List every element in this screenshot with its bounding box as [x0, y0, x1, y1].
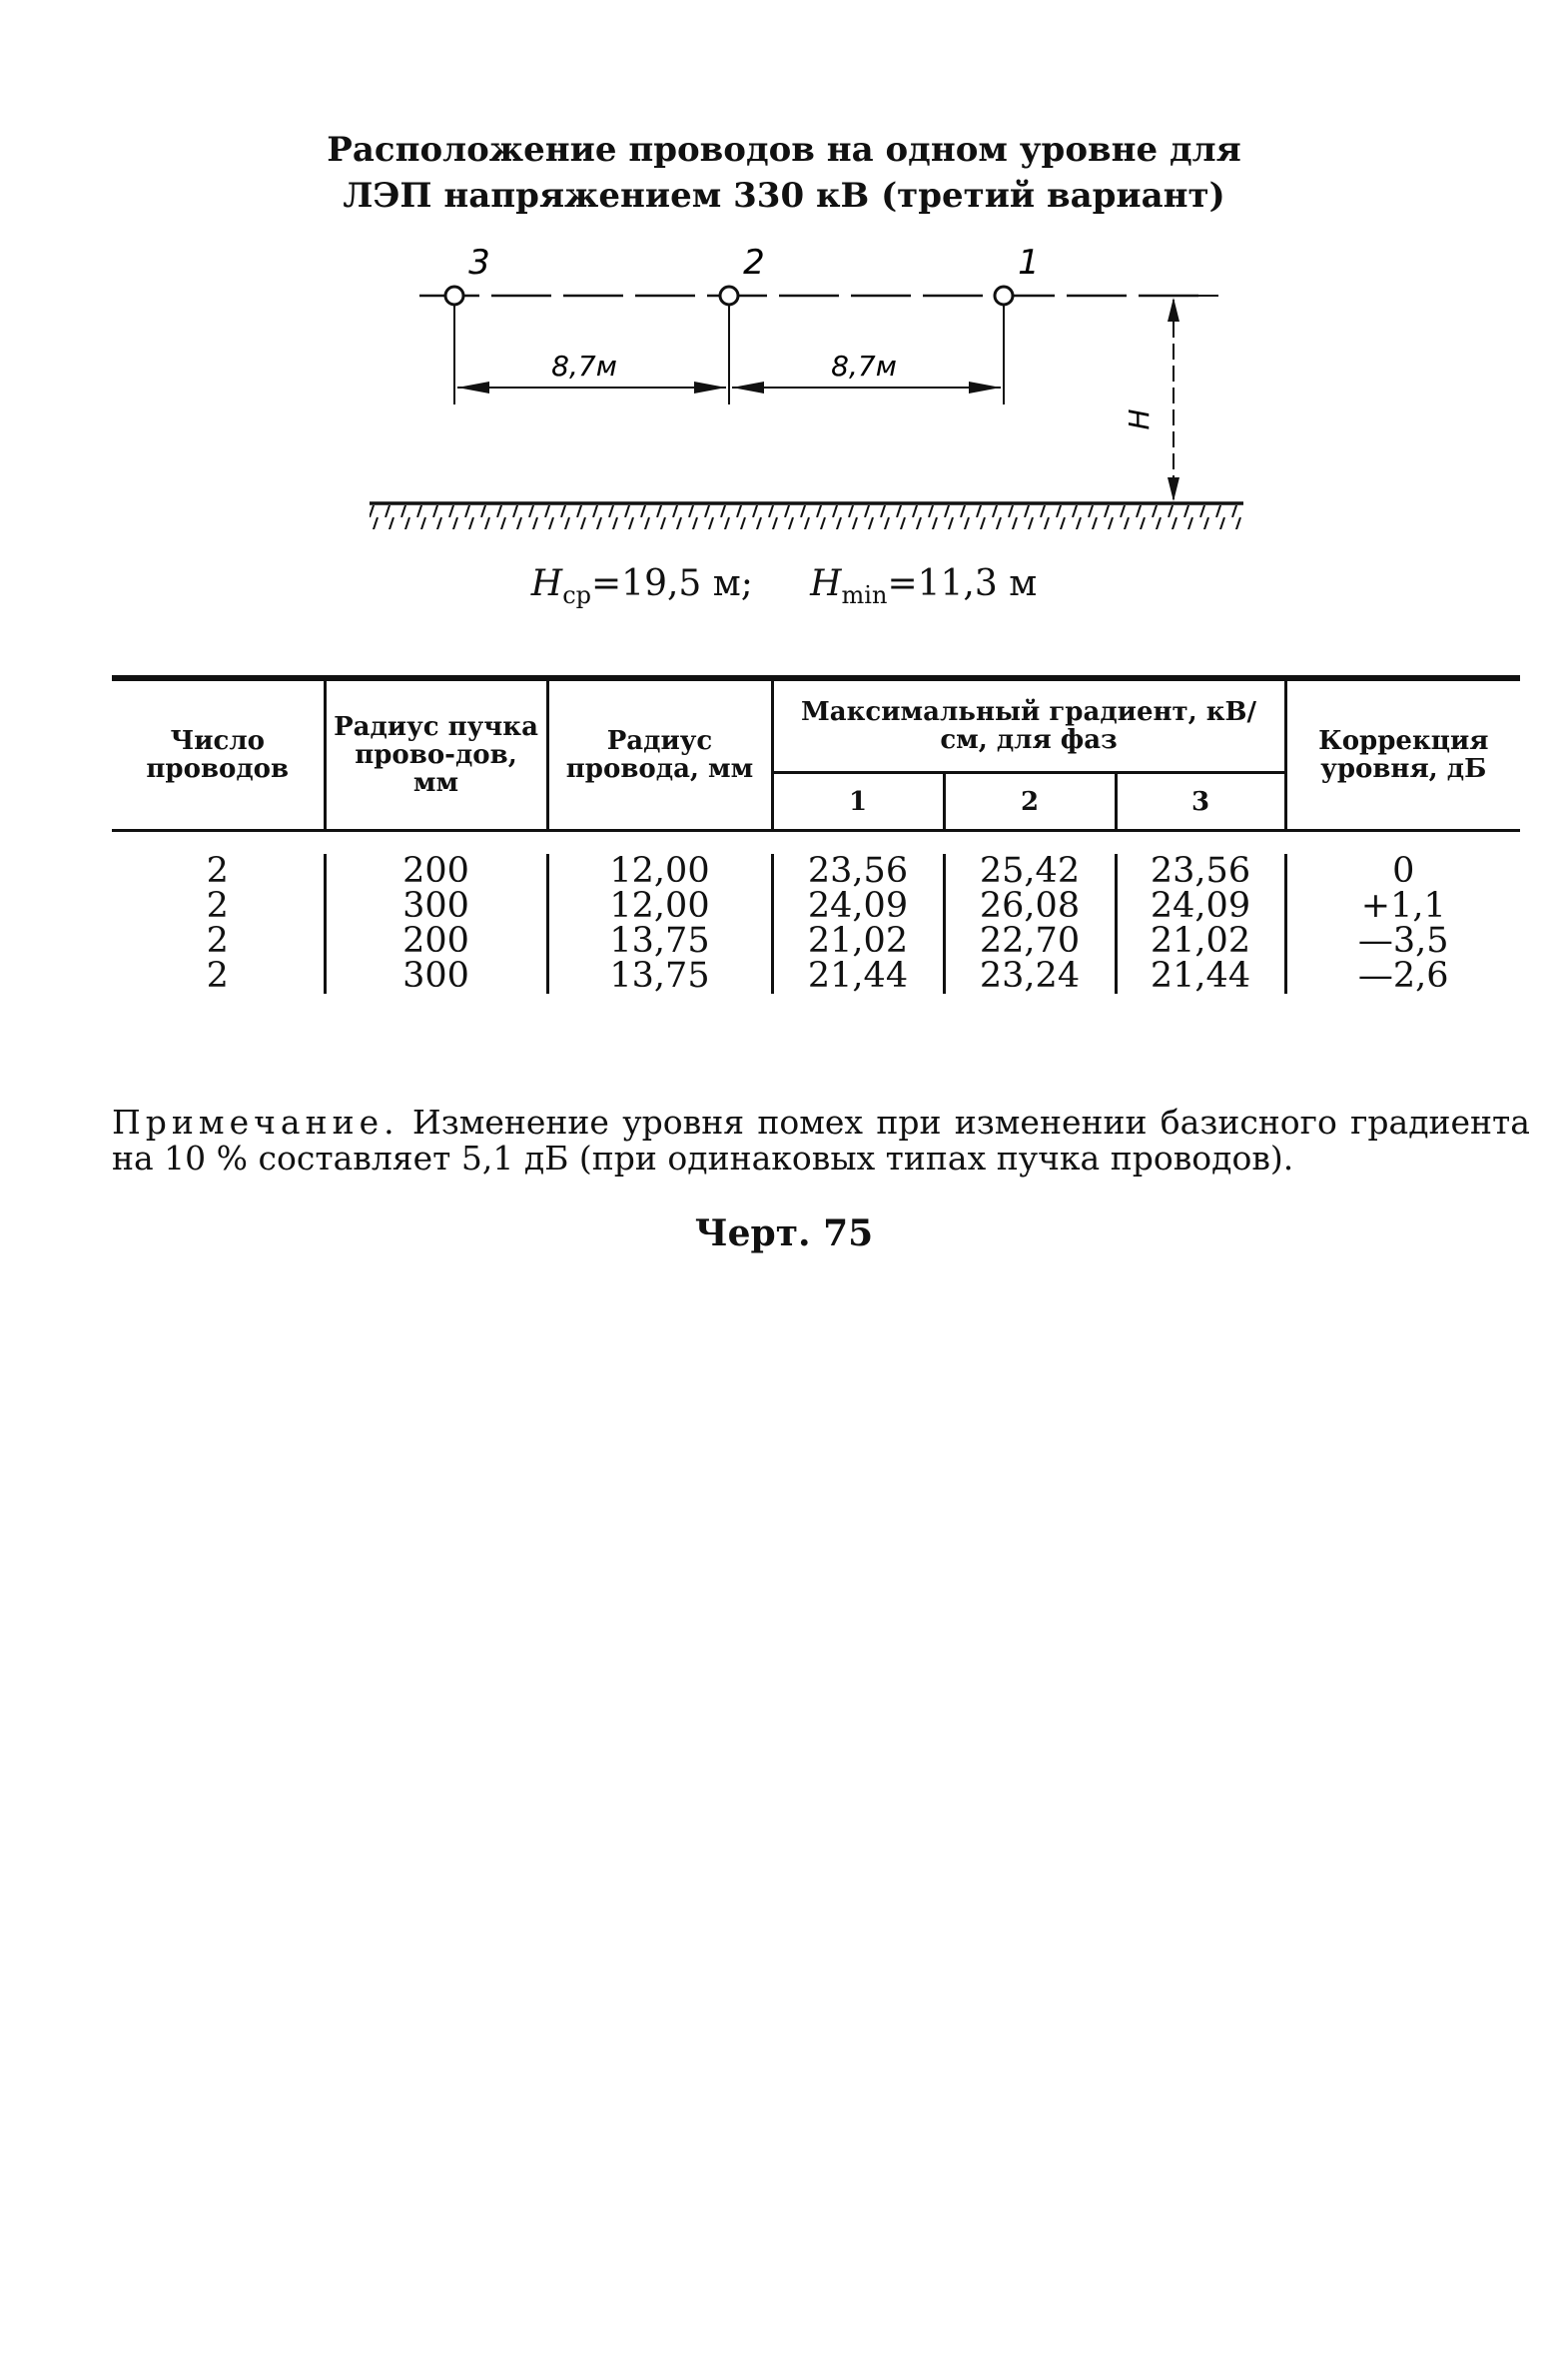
- header-wires: Число проводов: [146, 726, 290, 784]
- header-bundle-radius: Радиус пучка прово-дов, мм: [325, 678, 547, 829]
- conductor-1: [995, 287, 1013, 305]
- conductor-2: [720, 287, 738, 305]
- note-label: Примечание.: [112, 1103, 399, 1142]
- spacing-label-right: 8,7м: [831, 350, 897, 383]
- header-wire-radius: Радиус провода, мм: [547, 678, 772, 829]
- phase-label-1: 1: [1018, 243, 1040, 283]
- table-row: 2 200 12,00 23,56 25,42 23,56 0: [112, 854, 1520, 889]
- header-phase-2: 2: [944, 773, 1116, 829]
- note-text: Изменение уровня помех при изменении базисного градиента на 10 % составляет 5,1 дБ (при одинаковых типах пучка проводов).: [112, 1103, 1530, 1178]
- conductor-layout-diagram: [0, 230, 1568, 559]
- table-row: 2 200 13,75 21,02 22,70 21,02 —3,5: [112, 924, 1520, 959]
- table-note: [112, 1105, 1530, 1177]
- phase-label-2: 2: [743, 243, 765, 283]
- header-phase-1: 1: [772, 773, 944, 829]
- phase-label-3: 3: [468, 243, 490, 283]
- figure-caption: Черт. 75: [694, 1212, 874, 1254]
- ground-hatch: [370, 505, 1243, 529]
- page-title-line2: ЛЭП напряжением 330 кВ (третий вариант): [343, 176, 1225, 216]
- header-phase-3: 3: [1116, 773, 1285, 829]
- height-label: Н: [1123, 408, 1156, 430]
- header-max-gradient: Максимальный градиент, кВ/см, для фаз: [772, 678, 1285, 773]
- spacing-label-left: 8,7м: [551, 350, 617, 383]
- gradient-table: [112, 675, 1520, 1036]
- header-correction: Коррекция уровня, дБ: [1285, 678, 1520, 829]
- table-row: 2 300 13,75 21,44 23,24 21,44 —2,6: [112, 959, 1520, 994]
- page-title-line1: Расположение проводов на одном уровне для: [327, 130, 1241, 170]
- conductor-3: [445, 287, 463, 305]
- height-formula: $Н_{ср}=19,5$ м; $Н_{min}=11,3$ м: [530, 563, 1038, 610]
- table-row: 2 300 12,00 24,09 26,08 24,09 +1,1: [112, 889, 1520, 924]
